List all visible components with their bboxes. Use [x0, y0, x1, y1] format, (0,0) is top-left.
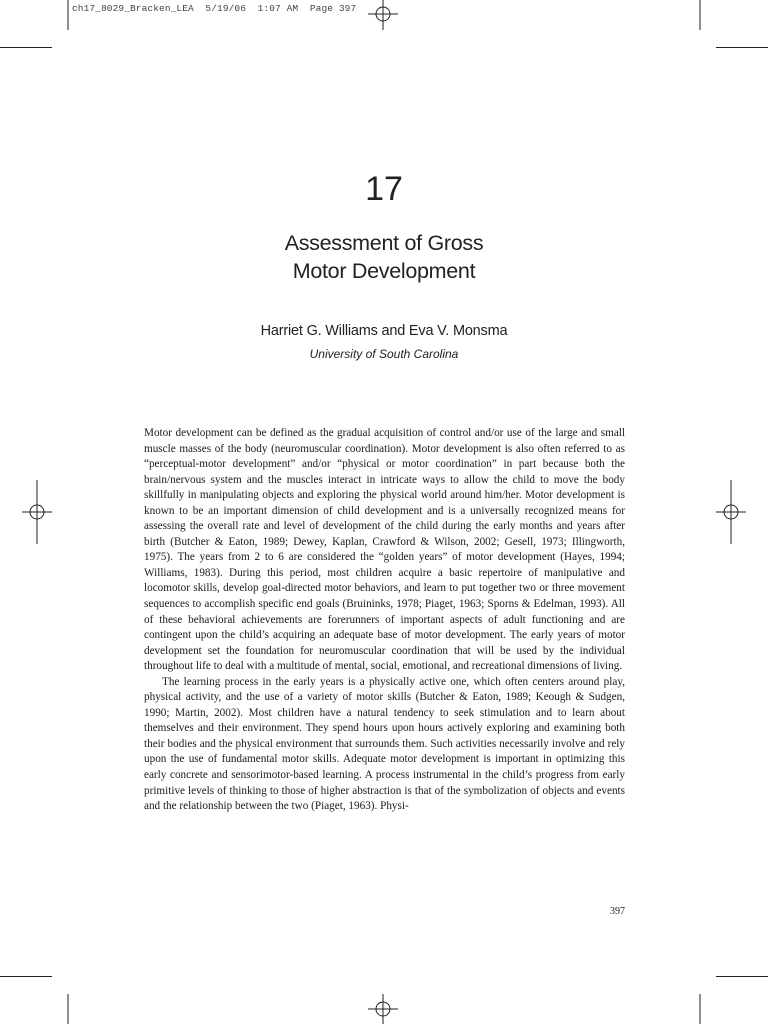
- chapter-title-line-1: Assessment of Gross: [284, 231, 484, 255]
- print-slug: ch17_8029_Bracken_LEA 5/19/06 1:07 AM Page 397: [72, 3, 357, 14]
- registration-target-right: [716, 480, 746, 544]
- registration-target-bottom: [368, 994, 398, 1024]
- chapter-title-line-2: Motor Development: [292, 259, 476, 283]
- page-number: 397: [610, 906, 625, 917]
- chapter-title: [0, 229, 768, 285]
- chapter-number: 17: [365, 170, 403, 208]
- body-paragraph-1: Motor development can be defined as the gradual acquisition of control and/or use of the large and small muscle masses of the body (neuromuscular coordination). Motor development is also often referred to as “perceptual-motor development” and/or “physical or motor coordination” in part because both the brain/nervous system and the muscles interact in intricate ways to allow the child to move the body skillfully in manipulating objects and exploring the physical world around him/her. Motor development is known to be an important dimension of child development and is a universally recognized means for assessing the overall rate and level of development of the child during the early months and years after birth (Butcher & Eaton, 1989; Dewey, Kaplan, Crawford & Wilson, 2002; Gesell, 1973; Illingworth, 1975). The years from 2 to 6 are considered the “golden years” of motor development (Hayes, 1994; Williams, 1983). During this period, most children acquire a basic repertoire of manipulative and locomotor skills, develop goal-directed motor behaviors, and learn to put together two or three movement sequences to accomplish specific end goals (Bruininks, 1978; Piaget, 1963; Sporns & Edelman, 1993). All of these behavioral achievements are forerunners of important aspects of adult functioning and are contingent upon the child’s acquiring an adequate base of motor development. The early years of motor development set the foundation for neuromuscular coordination that will be used by the individual throughout life to deal with a multitude of mental, social, emotional, and recreational dimensions of living.: [144, 427, 625, 673]
- body-paragraph-2: The learning process in the early years is a physically active one, which often centers around play, physical activity, and the use of a variety of motor skills (Butcher & Eaton, 1989; Keough & Sudgen, 1990; Martin, 2002). Most children have a natural tendency to seek stimulation and to learn about themselves and their environment. They spend hours upon hours actively exploring and examining both their bodies and the physical environment that surrounds them. Such activities necessarily involve and rely upon the use of fundamental motor skills. Adequate motor development is important in optimizing this early concrete and sensorimotor-based learning. A process instrumental in the child’s progress from early primitive levels of thinking to those of higher abstraction is that of the symbolization of objects and events and the relationship between the two (Piaget, 1963). Physi-: [144, 675, 625, 813]
- author-affiliation: University of South Carolina: [309, 347, 459, 361]
- chapter-authors: Harriet G. Williams and Eva V. Monsma: [260, 323, 508, 339]
- registration-target-left: [22, 480, 52, 544]
- registration-target-top: [368, 0, 398, 30]
- body-text: [144, 426, 625, 815]
